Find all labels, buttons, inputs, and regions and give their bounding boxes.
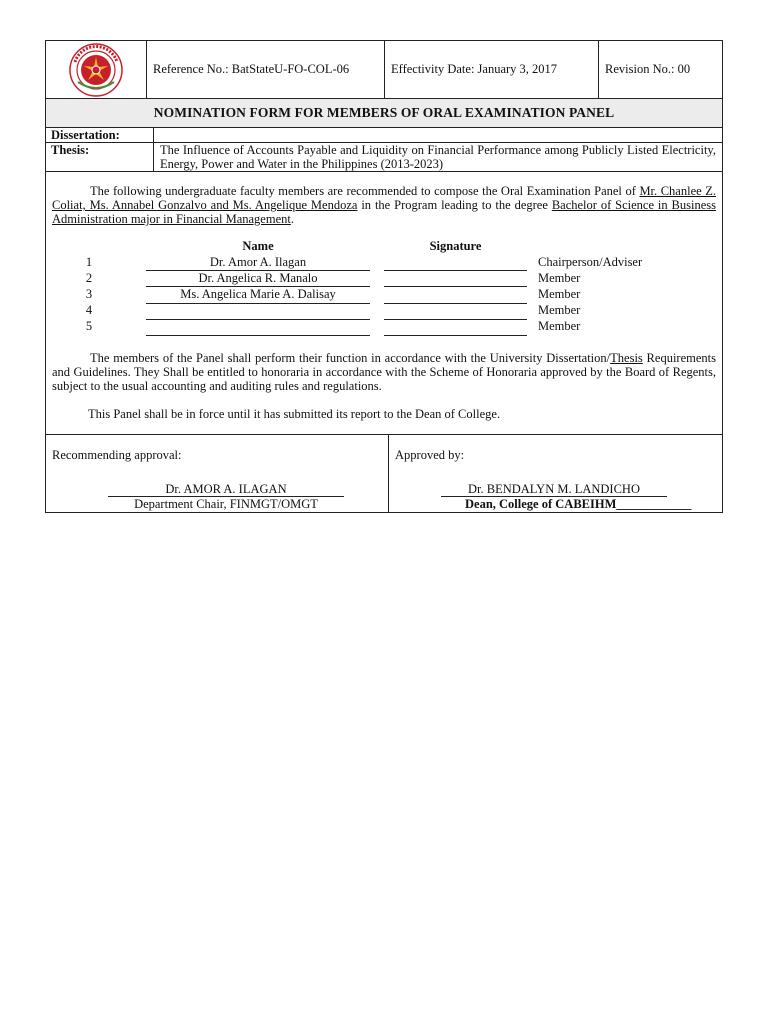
approved-label: Approved by: [395, 448, 465, 462]
signature-line[interactable] [384, 335, 527, 336]
revision-number: Revision No.: 00 [605, 62, 691, 76]
signature-line[interactable] [384, 270, 527, 271]
degree-program: Bachelor of Science in Business Administration major in Financial Management [52, 198, 717, 226]
approved-by-block [389, 435, 722, 512]
university-seal-icon [64, 42, 128, 98]
approver-title-text: Dean, College of CABEIHM [465, 497, 617, 511]
function-text: The members of the Panel shall perform their function in accordance with the University Dissertation/ [90, 351, 611, 365]
dissertation-label: Dissertation: [46, 128, 154, 142]
name-line [146, 303, 370, 304]
name-column-header: Name [242, 239, 274, 253]
form-header [46, 41, 722, 99]
signature-column-header: Signature [429, 239, 482, 253]
function-paragraph [52, 351, 716, 393]
member-number: 3 [85, 287, 93, 301]
thesis-word: Thesis [610, 351, 643, 365]
member-number: 5 [85, 319, 93, 333]
recommender-name: Dr. AMOR A. ILAGAN [165, 482, 287, 496]
approval-section [46, 435, 722, 512]
member-name[interactable]: Dr. Amor A. Ilagan [209, 255, 307, 269]
member-name[interactable]: Dr. Angelica R. Manalo [198, 271, 318, 285]
signature-line[interactable] [384, 319, 527, 320]
intro-text-2: in the Program leading to the degree [357, 198, 552, 212]
member-name[interactable]: Ms. Angelica Marie A. Dalisay [180, 287, 336, 301]
panel-members-table [52, 239, 716, 335]
form-body [46, 172, 722, 435]
thesis-label: Thesis: [46, 143, 154, 171]
name-line [146, 335, 370, 336]
name-line [146, 319, 370, 320]
intro-text-3: . [290, 212, 294, 226]
member-role: Member [538, 303, 581, 317]
student-names: Mr. Chanlee Z. Coliat, Ms. Annabel Gonzalvo and Ms. Angelique Mendoza [52, 184, 716, 212]
form-title: NOMINATION FORM FOR MEMBERS OF ORAL EXAMINATION PANEL [46, 99, 722, 128]
member-role: Chairperson/Adviser [538, 255, 643, 269]
effectivity-date: Effectivity Date: January 3, 2017 [385, 41, 599, 98]
dissertation-value[interactable] [154, 128, 722, 142]
member-number: 2 [85, 271, 93, 285]
intro-paragraph [52, 184, 716, 226]
member-role: Member [538, 287, 581, 301]
approver-name: Dr. BENDALYN M. LANDICHO [467, 482, 640, 496]
member-number: 4 [85, 303, 93, 317]
recommender-title: Department Chair, FINMGT/OMGT [134, 497, 318, 511]
recommending-approval-block [46, 435, 389, 512]
dissertation-row [46, 128, 722, 143]
recommending-label: Recommending approval: [52, 448, 182, 462]
intro-text: The following undergraduate faculty members are recommended to compose the Oral Examination Panel of [90, 184, 640, 198]
force-paragraph: This Panel shall be in force until it has submitted its report to the Dean of College. [88, 407, 501, 421]
member-role: Member [538, 271, 581, 285]
member-role: Member [538, 319, 581, 333]
member-number: 1 [85, 255, 93, 269]
thesis-row [46, 143, 722, 172]
function-text-2: Requirements and Guidelines. They Shall be entitled to honoraria in accordance with the Scheme of Honoraria approved by the Board of Regents, subject to the usual accounting and auditing rules and regulations. [52, 351, 716, 393]
nomination-form [45, 40, 723, 513]
approver-title-blank: ____________ [616, 497, 692, 511]
signature-line[interactable] [384, 303, 527, 304]
reference-number: Reference No.: BatStateU-FO-COL-06 [147, 41, 385, 98]
approver-title [465, 497, 719, 512]
logo-cell [46, 41, 147, 98]
thesis-title[interactable]: The Influence of Accounts Payable and Liquidity on Financial Performance among Publicly Listed Electricity, Energy, Power and Water in the Philippines (2013-2023) [160, 143, 716, 171]
signature-line[interactable] [384, 286, 527, 287]
